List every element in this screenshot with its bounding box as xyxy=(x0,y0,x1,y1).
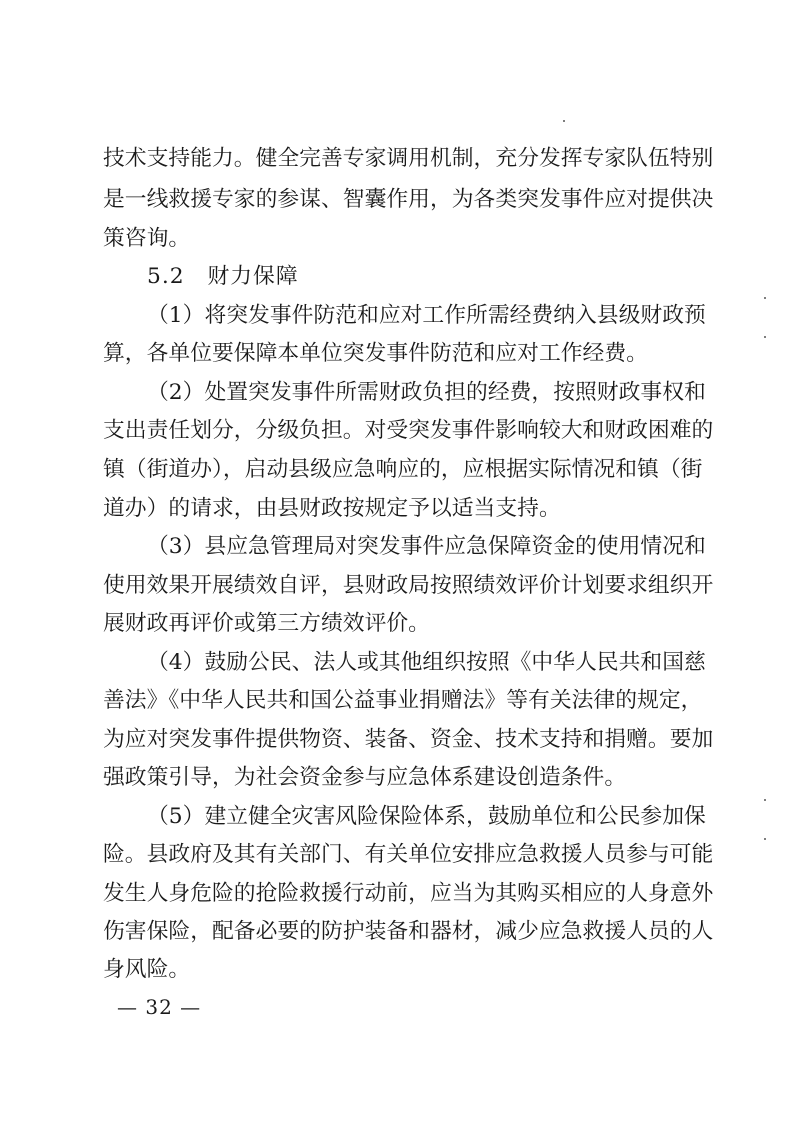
body-line-9: 镇（街道办），启动县级应急响应的，应根据实际情况和镇（街 xyxy=(103,457,703,482)
body-line-21: 伤害保险，配备必要的防护装备和器材，减少应急救援人员的人 xyxy=(103,919,714,944)
body-line-5: （1）将突发事件防范和应对工作所需经费纳入县级财政预 xyxy=(147,303,706,328)
body-line-18: （5）建立健全灾害风险保险体系，鼓励单位和公民参加保 xyxy=(147,804,706,829)
body-line-7: （2）处置突发事件所需财政负担的经费，按照财政事权和 xyxy=(147,380,706,405)
body-line-11: （3）县应急管理局对突发事件应急保障资金的使用情况和 xyxy=(147,534,706,559)
body-line-10: 道办）的请求，由县财政按规定予以适当支持。 xyxy=(103,496,561,521)
body-line-16: 为应对突发事件提供物资、装备、资金、技术支持和捐赠。要加 xyxy=(103,727,714,752)
scan-speck xyxy=(764,297,766,299)
body-line-6: 算，各单位要保障本单位突发事件防范和应对工作经费。 xyxy=(103,341,648,366)
scan-speck xyxy=(764,336,766,338)
section-heading-5-2: 5.2 财力保障 xyxy=(147,264,299,289)
body-line-17: 强政策引导，为社会资金参与应急体系建设创造条件。 xyxy=(103,765,627,790)
body-line-12: 使用效果开展绩效自评，县财政局按照绩效评价计划要求组织开 xyxy=(103,573,714,598)
body-line-20: 发生人身危险的抢险救援行动前，应当为其购买相应的人身意外 xyxy=(103,881,714,906)
body-line-15: 善法》《中华人民共和国公益事业捐赠法》等有关法律的规定， xyxy=(103,688,703,713)
body-line-2: 是一线救援专家的参谋、智囊作用，为各类突发事件应对提供决 xyxy=(103,187,714,212)
body-line-13: 展财政再评价或第三方绩效评价。 xyxy=(103,611,430,636)
scan-speck xyxy=(764,838,766,840)
body-line-22: 身风险。 xyxy=(103,957,191,982)
body-line-14: （4）鼓励公民、法人或其他组织按照《中华人民共和国慈 xyxy=(147,650,706,675)
page-number: — 32 — xyxy=(117,995,202,1019)
body-line-3: 策咨询。 xyxy=(103,226,191,251)
body-line-1: 技术支持能力。健全完善专家调用机制，充分发挥专家队伍特别 xyxy=(103,146,714,171)
body-line-19: 险。县政府及其有关部门、有关单位安排应急救援人员参与可能 xyxy=(103,842,714,867)
scan-speck xyxy=(764,799,766,801)
body-line-8: 支出责任划分，分级负担。对受突发事件影响较大和财政困难的 xyxy=(103,418,714,443)
scan-speck xyxy=(563,120,565,122)
